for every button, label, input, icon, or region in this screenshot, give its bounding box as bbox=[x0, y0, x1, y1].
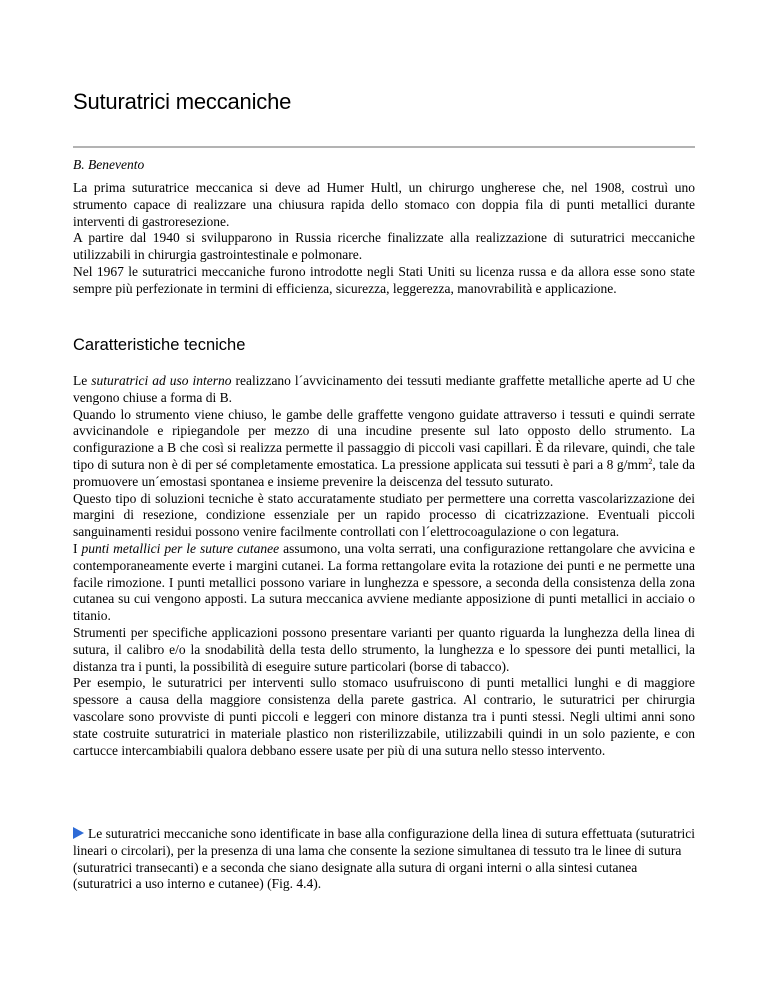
text-run: I bbox=[73, 540, 82, 556]
callout-text: Le suturatrici meccaniche sono identificate in base alla configurazione della linea di sutura effettuata (suturatrici lineari o circolari), per la presenza di una lama che consente la sezione simultanea di tessuto tra le linee di sutura (suturatrici transecanti) e a seconda che siano designate alla sutura di organi interni o alla sintesi cutanea (suturatrici a uso interno e cutanee) (Fig. 4.4). bbox=[73, 826, 695, 892]
intro-paragraph-3: Nel 1967 le suturatrici meccaniche furono introdotte negli Stati Uniti su licenza russa e da allora esse sono state sempre più perfezionate in termini di efficienza, sicurezza, leggerezza, manovrabilità e applicazione. bbox=[73, 263, 695, 296]
emphasis-internal-staplers: suturatrici ad uso interno bbox=[91, 373, 232, 388]
emphasis-skin-staples: punti metallici per le suture cutanee bbox=[81, 540, 280, 556]
paragraph-vascularization: Questo tipo di soluzioni tecniche è stato accuratamente studiato per permettere una corretta vascolarizzazione dei margini di resezione, condizione essenziale per un rapido processo di cicatrizzazione. Eventuali piccoli sanguinamenti residui possono venire facilmente controllati con l´elettrocoagulazione o con legatura. bbox=[73, 490, 695, 540]
author-name: B. Benevento bbox=[73, 157, 145, 172]
text-run: assumono, una volta serrati, una configurazione rettangolare che avvicina e contemporaneamente everte i margini cutanei. La forma rettangolare evita la rotazione dei punti e ne permette una facile rimozione. I punti metallici possono variare in lunghezza e spessore, a seconda della consistenza della zona cutanea su cui vengono apposti. La sutura meccanica avviene mediante apposizione di punti metallici in acciaio o titanio. bbox=[73, 540, 695, 624]
title-divider bbox=[73, 146, 695, 148]
paragraph-examples: Per esempio, le suturatrici per interventi sullo stomaco usufruiscono di punti metallici lunghi e di maggiore spessore a causa della maggiore consistenza della parete gastrica. Al contrario, le suturatrici per chirurgia vascolare sono provviste di punti piccoli e leggeri con minore distanza tra i punti stessi. Negli ultimi anni sono state costruite suturatrici in materiale plastico non risterilizzabile, utilizzabili quindi in un solo paziente, e con cartucce intercambiabili qualora debbano essere usate per più di una sutura nello stesso intervento. bbox=[73, 675, 695, 758]
callout-paragraph bbox=[73, 826, 695, 893]
text-run: realizzano l´avvicinamento dei tessuti mediante graffette metalliche aperte ad U che vengono chiuse a forma di B. bbox=[73, 373, 695, 405]
section-heading: Caratteristiche tecniche bbox=[73, 336, 246, 354]
classification-callout bbox=[73, 826, 695, 893]
document-title: Suturatrici meccaniche bbox=[73, 89, 292, 114]
text-run: , tale da promuovere un´emostasi spontanea e insieme prevenire la deiscenza del tessuto suturato. bbox=[73, 456, 695, 489]
right-pointing-triangle-icon bbox=[73, 827, 84, 839]
text-run: Quando lo strumento viene chiuso, le gambe delle graffette vengono guidate attraverso i tessuti e quindi serrate avvicinandole e ripiegandole per mezzo di una incudine presente sul lato opposto dello strumento. La configurazione a B che così si realizza permette il passaggio di piccoli vasi capillari. È da rilevare, quindi, che tale tipo di sutura non è di per sé completamente emostatica. La pressione applicata sui tessuti è pari a 8 g/mm bbox=[73, 406, 695, 472]
paragraph-instrument-variants: Strumenti per specifiche applicazioni possono presentare varianti per quanto riguarda la lunghezza della linea di sutura, il calibro e/o la snodabilità della testa dello strumento, la lunghezza e lo spessore dei punti metallici, la distanza tra i punti, la possibilità di eseguire suture particolari (borse di tabacco). bbox=[73, 624, 695, 674]
technical-section-body bbox=[73, 373, 695, 759]
superscript-two: 2 bbox=[648, 456, 653, 466]
text-run: Le bbox=[73, 373, 92, 388]
intro-section bbox=[73, 180, 695, 298]
paragraph-internal-staplers bbox=[73, 373, 695, 407]
intro-paragraph-2: A partire dal 1940 si svilupparono in Russia ricerche finalizzate alla realizzazione di suturatrici meccaniche utilizzabili in chirurgia gastrointestinale e polmonare. bbox=[73, 230, 695, 263]
paragraph-skin-staples bbox=[73, 541, 695, 625]
paragraph-closing-mechanism bbox=[73, 407, 695, 491]
intro-paragraph-1: La prima suturatrice meccanica si deve ad Humer Hultl, un chirurgo ungherese che, nel 1908, costruì uno strumento capace di realizzare una chiusura rapida dello stomaco con doppia fila di punti metallici durante interventi di gastroresezione. bbox=[73, 180, 695, 229]
